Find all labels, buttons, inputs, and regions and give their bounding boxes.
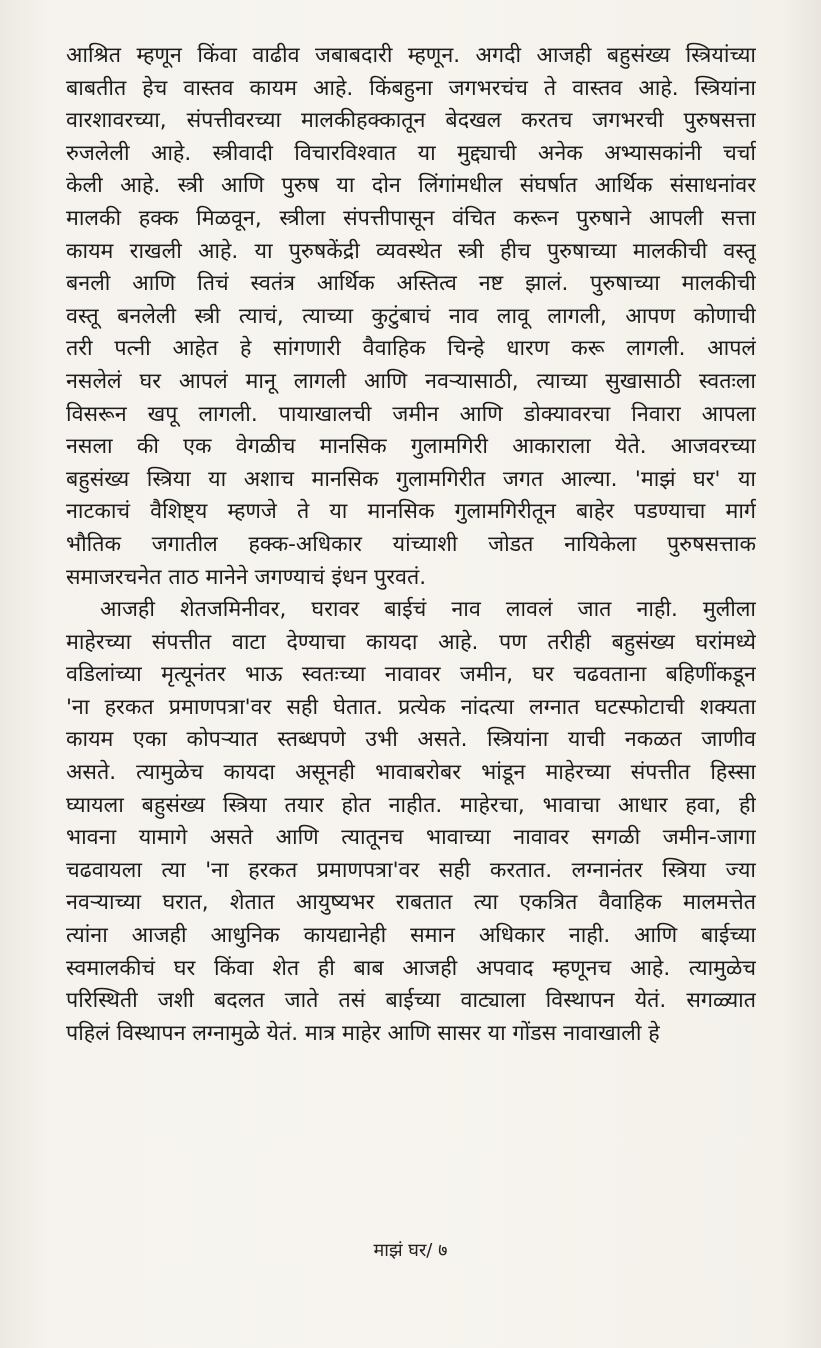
text-line: कायम एका कोपऱ्यात स्तब्धपणे उभी असते. स्त्रियांना याची नकळत जाणीव [66,727,756,753]
text-line: माहेरच्या संपत्तीत वाटा देण्याचा कायदा आहे. पण तरीही बहुसंख्य घरांमध्ये [66,629,756,655]
text-line: समाजरचनेत ताठ मानेने जगण्याचं इंधन पुरवतं. [66,564,427,590]
text-line: त्यांना आजही आधुनिक कायद्यानेही समान अधिकार नाही. आणि बाईच्या [66,923,756,949]
text-line: केली आहे. स्त्री आणि पुरुष या दोन लिंगांमधील संघर्षात आर्थिक संसाधनांवर [66,173,756,199]
text-line: मालकी हक्क मिळवून, स्त्रीला संपत्तीपासून वंचित करून पुरुषाने आपली सत्ता [66,205,756,231]
text-line: भावना यामागे असते आणि त्यातूनच भावाच्या नावावर सगळी जमीन-जागा [66,825,756,851]
text-line: नसला की एक वेगळीच मानसिक गुलामगिरी आकाराला येते. आजवरच्या [66,434,756,460]
text-line: वारशावरच्या, संपत्तीवरच्या मालकीहक्कातून बेदखल करतच जगभरची पुरुषसत्ता [66,108,756,134]
text-line: नसलेलं घर आपलं मानू लागली आणि नवऱ्यासाठी, त्याच्या सुखासाठी स्वतःला [66,368,756,394]
paragraph [66,40,756,594]
text-line: बनली आणि तिचं स्वतंत्र आर्थिक अस्तित्व नष्ट झालं. पुरुषाच्या मालकीची [66,271,756,297]
text-line: कायम राखली आहे. या पुरुषकेंद्री व्यवस्थेत स्त्री हीच पुरुषाच्या मालकीची वस्तू [66,238,756,264]
page-footer: माझं घर/ ७ [373,1240,448,1261]
text-line: बाबतीत हेच वास्तव कायम आहे. किंबहुना जगभरचंच ते वास्तव आहे. स्त्रियांना [66,75,756,101]
text-line: बहुसंख्य स्त्रिया या अशाच मानसिक गुलामगिरीत जगत आल्या. 'माझं घर' या [66,466,756,492]
text-line: विसरून खपू लागली. पायाखालची जमीन आणि डोक्यावरचा निवारा आपला [66,401,756,427]
text-line: रुजलेली आहे. स्त्रीवादी विचारविश्वात या मुद्द्याची अनेक अभ्यासकांनी चर्चा [66,140,756,166]
text-line: स्वमालकीचं घर किंवा शेत ही बाब आजही अपवाद म्हणूनच आहे. त्यामुळेच [66,955,756,981]
body-text [66,40,756,1050]
text-line: आश्रित म्हणून किंवा वाढीव जबाबदारी म्हणून. अगदी आजही बहुसंख्य स्त्रियांच्या [66,43,756,68]
text-line: वडिलांच्या मृत्यूनंतर भाऊ स्वतःच्या नावावर जमीन, घर चढवताना बहिणींकडून [66,662,756,688]
text-line: तरी पत्नी आहेत हे सांगणारी वैवाहिक चिन्हे धारण करू लागली. आपलं [66,336,756,362]
text-line: भौतिक जगातील हक्क-अधिकार यांच्याशी जोडत नायिकेला पुरुषसत्ताक [66,531,756,557]
text-line: परिस्थिती जशी बदलत जाते तसं बाईच्या वाट्याला विस्थापन येतं. सगळ्यात [66,988,756,1014]
text-line: असते. त्यामुळेच कायदा असूनही भावाबरोबर भांडून माहेरच्या संपत्तीत हिस्सा [66,760,756,786]
text-line: नवऱ्याच्या घरात, शेतात आयुष्यभर राबतात त्या एकत्रित वैवाहिक मालमत्तेत [66,890,756,916]
text-line: आजही शेतजमिनीवर, घरावर बाईचं नाव लावलं जात नाही. मुलीला [100,597,756,623]
text-line: 'ना हरकत प्रमाणपत्रा'वर सही घेतात. प्रत्येक नांदत्या लग्नात घटस्फोटाची शक्यता [66,694,756,720]
text-line: चढवायला त्या 'ना हरकत प्रमाणपत्रा'वर सही करतात. लग्नानंतर स्त्रिया ज्या [66,857,756,883]
text-line: घ्यायला बहुसंख्य स्त्रिया तयार होत नाहीत. माहेरचा, भावाचा आधार हवा, ही [66,792,756,818]
paragraph [66,594,756,1050]
text-line: पहिलं विस्थापन लग्नामुळे येतं. मात्र माहेर आणि सासर या गोंडस नावाखाली हे [66,1020,660,1046]
text-line: नाटकाचं वैशिष्ट्य म्हणजे ते या मानसिक गुलामगिरीतून बाहेर पडण्याचा मार्ग [66,499,756,525]
text-line: वस्तू बनलेली स्त्री त्याचं, त्याच्या कुटुंबाचं नाव लावू लागली, आपण कोणाची [66,303,756,329]
